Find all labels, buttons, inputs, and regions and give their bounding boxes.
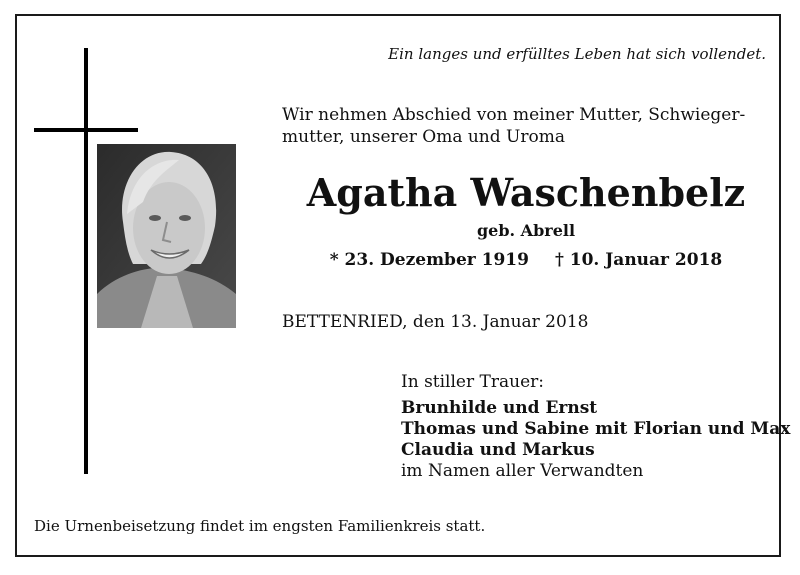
portrait-photo — [97, 144, 236, 328]
mourner-line: Brunhilde und Ernst — [401, 398, 598, 418]
death-date: † 10. Januar 2018 — [554, 250, 723, 270]
motto: Ein langes und erfülltes Leben hat sich vollendet. — [388, 45, 766, 63]
birth-date: * 23. Dezember 1919 — [329, 250, 529, 270]
maiden-name: geb. Abrell — [476, 221, 576, 240]
mourner-line: Claudia und Markus — [401, 440, 595, 460]
portrait-icon — [97, 144, 236, 328]
deceased-name: Agatha Waschenbelz — [306, 170, 746, 215]
cross-vertical-bar — [84, 48, 88, 474]
farewell-intro: Wir nehmen Abschied von meiner Mutter, Schwieger- mutter, unserer Oma und Uroma — [282, 105, 746, 147]
life-dates — [282, 250, 770, 270]
mourners-list — [401, 398, 790, 482]
relatives-line: im Namen aller Verwandten — [401, 461, 644, 481]
burial-note: Die Urnenbeisetzung findet im engsten Familienkreis statt. — [34, 517, 486, 535]
mourning-label: In stiller Trauer: — [401, 372, 544, 392]
mourner-line: Thomas und Sabine mit Florian und Max — [401, 419, 791, 439]
place-and-date: BETTENRIED, den 13. Januar 2018 — [282, 312, 589, 332]
cross-horizontal-bar — [34, 128, 138, 132]
